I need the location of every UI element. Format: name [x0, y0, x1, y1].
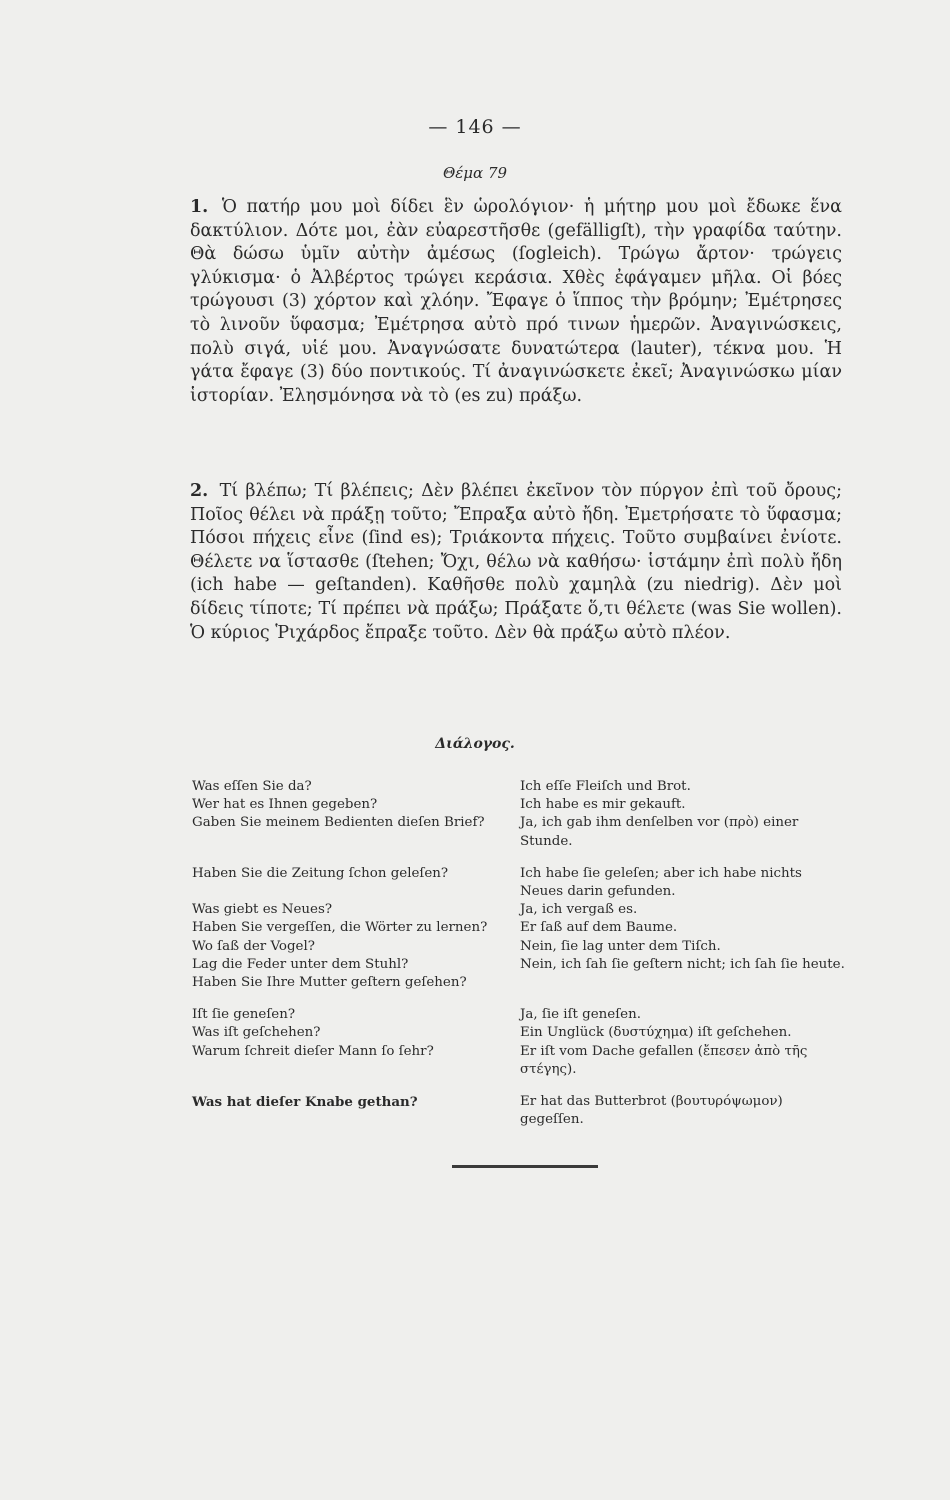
dialog-row [192, 974, 846, 992]
dialog-table [192, 778, 846, 1129]
section-heading: Θέμα 79 [442, 164, 508, 182]
page-number: — 146 — [428, 116, 522, 138]
dialog-row [192, 865, 846, 901]
dialog-question: Wer hat es Ihnen gegeben? [192, 797, 378, 813]
exercise-2-paragraph [190, 480, 842, 645]
exercise-2-text: Τί βλέπω; Τί βλέπεις; Δὲν βλέπει ἐκεῖνον τὸν πύργον ἐπὶ τοῦ ὄρους; Ποῖος θέλει νὰ πράξῃ τοῦτο; Ἔπραξα αὐτὸ ἤδη. Ἐμετρήσατε τὸ ὕφασμα; Πόσοι πήχεις εἶνε (ſind es); Τριάκοντα πήχεις. Τοῦτο συμβαίνει ἐνίοτε. Θέλετε να ἵστασθε (ſtehen; Ὄχι, θέλω νὰ καθήσω· ἱστάμην ἐπὶ πολὺ ἤδη (ich habe — geſtanden). Καθῆσθε πολὺ χαμηλὰ (zu niedrig). Δὲν μοὶ δίδεις τίποτε; Τί πρέπει νὰ πράξω; Πράξατε ὅ,τι θέλετε (was Sie wollen). Ὁ κύριος Ῥιχάρδος ἔπραξε τοῦτο. Δὲν θὰ πράξω αὐτὸ πλέον. [190, 481, 842, 643]
dialog-answer: Ich habe ſie geleſen; aber ich habe nichts Neues darin gefunden. [520, 865, 802, 900]
dialog-answer: Er iſt vom Dache gefallen (ἔπεσεν ἀπὸ τῆς στέγης). [520, 1043, 808, 1077]
dialog-row [192, 1006, 846, 1024]
exercise-1-text: Ὁ πατήρ μου μοὶ δίδει ἓν ὡρολόγιον· ἡ μήτηρ μου μοὶ ἔδωκε ἕνα δακτύλιον. Δότε μοι, ἐὰν εὐαρεστῆσθε (gefälligſt), τὴν γραφίδα ταύτην. Θὰ δώσω ὑμῖν αὐτὴν ἀμέσως (ſogleich). Τρώγω ἄρτον· τρώγεις γλύκισμα· ὁ Ἀλβέρτος τρώγει κεράσια. Χθὲς ἐφάγαμεν μῆλα. Οἱ βόες τρώγουσι (3) χόρτον καὶ χλόην. Ἔφαγε ὁ ἵππος τὴν βρόμην; Ἐμέτρησες τὸ λινοῦν ὕφασμα; Ἐμέτρησα αὐτὸ πρό τινων ἡμερῶν. Ἀναγινώσκεις, πολὺ σιγά, υἱέ μου. Ἀναγνώσατε δυνατώτερα (lauter), τέκνα μου. Ἡ γάτα ἔφαγε (3) δύο ποντικούς. Τί ἀναγινώσκετε ἐκεῖ; Ἀναγινώσκω μίαν ἱστορίαν. Ἐλησμόνησα νὰ τὸ (es zu) πράξω. [190, 197, 842, 406]
dialog-question: Haben Sie Ihre Mutter geſtern geſehen? [192, 975, 467, 991]
dialog-question: Was hat dieſer Knabe gethan? [192, 1094, 418, 1111]
dialog-answer: Ja, ich gab ihm denſelben vor (πρὸ) einer Stunde. [520, 815, 799, 849]
exercise-1-paragraph [190, 196, 842, 408]
dialog-answer: Ja, ich vergaß es. [520, 902, 638, 918]
dialog-answer: Ich habe es mir gekauft. [520, 797, 686, 813]
dialog-question: Was iſt geſchehen? [192, 1025, 321, 1041]
dialog-row [192, 814, 846, 850]
dialog-question: Iſt ſie geneſen? [192, 1007, 296, 1023]
dialog-answer: Nein, ſie lag unter dem Tiſch. [520, 938, 721, 954]
dialog-row [192, 901, 846, 919]
dialog-answer: Er hat das Butterbrot (βουτυρόψωμον) gegeſſen. [520, 1094, 783, 1128]
dialog-question: Haben Sie vergeſſen, die Wörter zu lernen? [192, 920, 488, 936]
end-rule [452, 1165, 598, 1168]
dialog-row [192, 956, 846, 974]
dialog-question: Lag die Feder unter dem Stuhl? [192, 956, 409, 972]
dialog-heading: Διάλογος. [435, 736, 515, 752]
exercise-2-number: 2. [190, 481, 209, 501]
dialog-question: Gaben Sie meinem Bedienten dieſen Brief? [192, 815, 485, 831]
dialog-answer: Nein, ich ſah ſie geſtern nicht; ich ſah ſie heute. [520, 956, 845, 972]
exercise-1-number: 1. [190, 197, 209, 217]
dialog-row [192, 778, 846, 796]
dialog-row [192, 796, 846, 814]
dialog-row [192, 1024, 846, 1042]
dialog-question: Haben Sie die Zeitung ſchon geleſen? [192, 865, 449, 881]
dialog-question: Was giebt es Neues? [192, 902, 332, 918]
dialog-row [192, 1043, 846, 1079]
dialog-row [192, 1093, 846, 1129]
dialog-answer: Ja, ſie iſt geneſen. [520, 1007, 641, 1023]
dialog-question: Wo ſaß der Vogel? [192, 938, 315, 954]
dialog-question: Warum ſchreit dieſer Mann ſo ſehr? [192, 1043, 434, 1059]
dialog-answer: Ich eſſe Fleiſch und Brot. [520, 779, 691, 794]
dialog-answer: Er ſaß auf dem Baume. [520, 920, 678, 936]
dialog-row [192, 919, 846, 937]
dialog-answer: Ein Unglück (δυστύχημα) iſt geſchehen. [520, 1025, 792, 1041]
dialog-row [192, 938, 846, 956]
dialog-question: Was eſſen Sie da? [192, 779, 312, 794]
